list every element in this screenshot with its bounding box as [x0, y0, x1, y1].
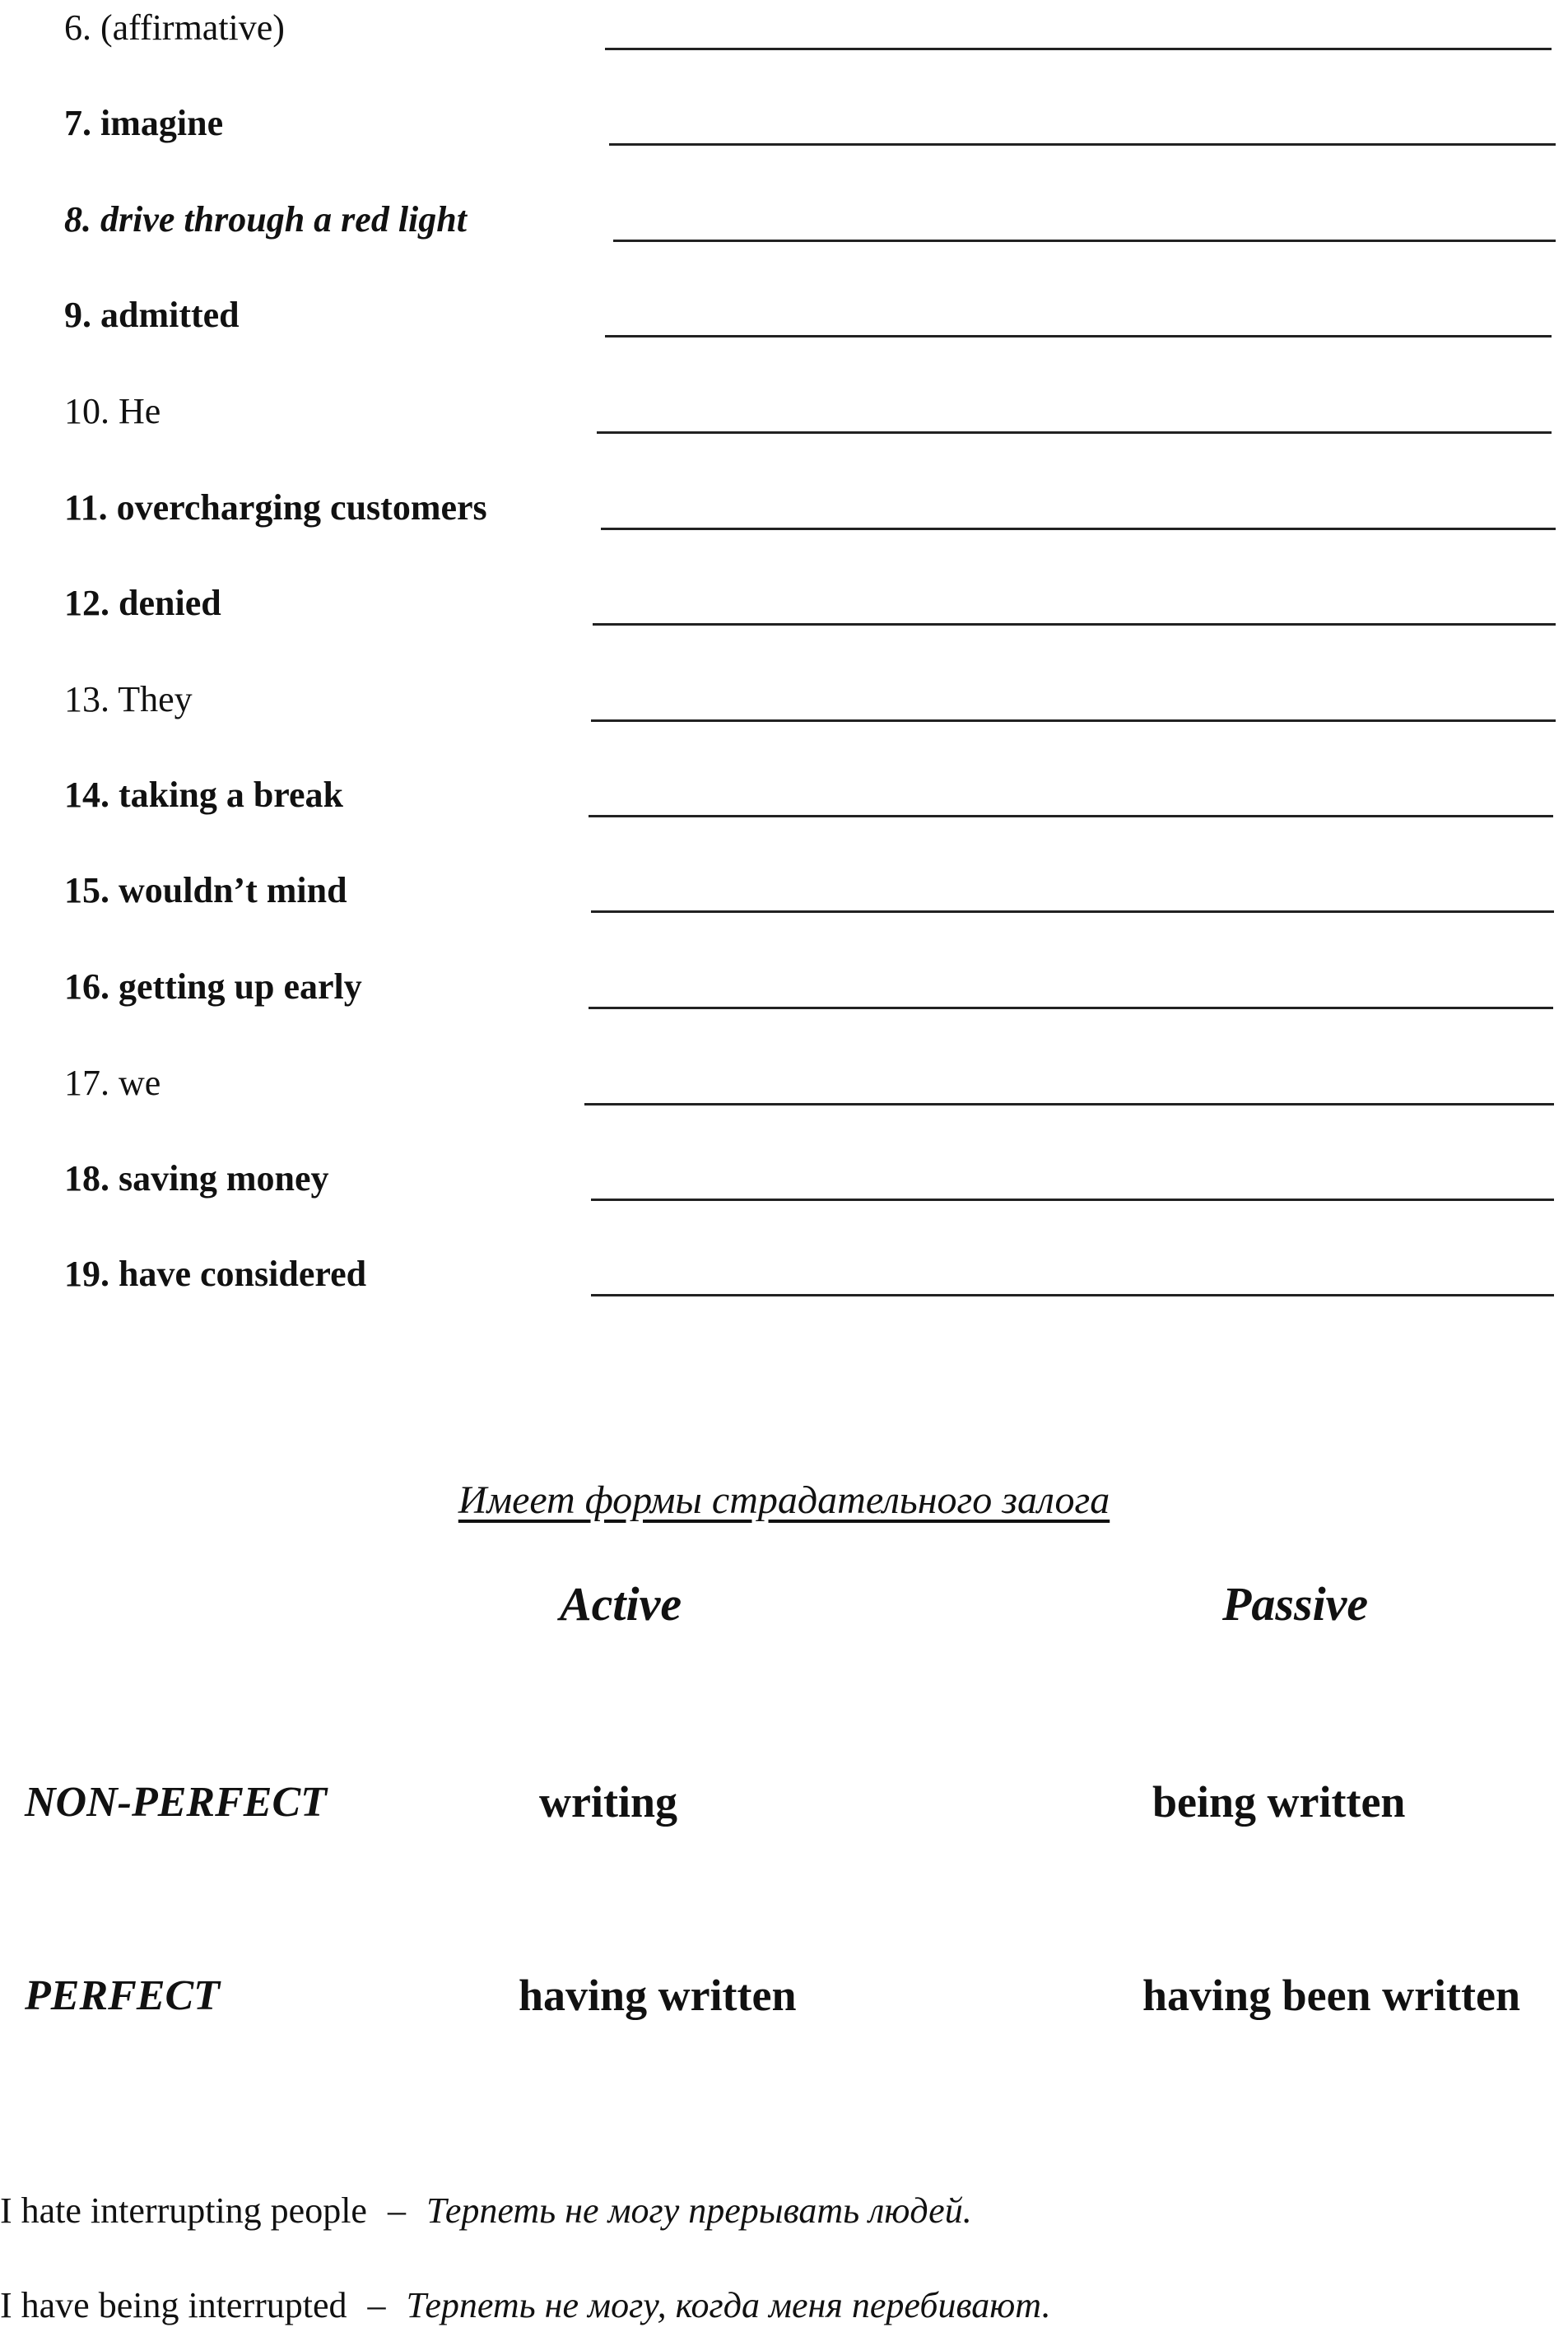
exercise-row-17	[0, 1055, 1568, 1113]
answer-line[interactable]	[609, 143, 1556, 146]
exercise-row-18	[0, 1151, 1568, 1208]
exercise-row-19	[0, 1246, 1568, 1304]
exercise-row-12	[0, 575, 1568, 633]
exercise-label: 13. They	[64, 679, 193, 719]
exercise-row-6	[0, 0, 1568, 58]
exercise-row-8	[0, 192, 1568, 249]
column-header-active: Active	[560, 1577, 682, 1631]
answer-line[interactable]	[591, 910, 1554, 913]
example-sentence-1	[0, 2190, 972, 2232]
answer-line[interactable]	[593, 623, 1556, 626]
cell-perfect-active: having written	[519, 1971, 797, 2020]
example-russian: Терпеть не могу прерывать людей.	[426, 2190, 972, 2231]
exercise-label: 9. admitted	[64, 295, 240, 335]
answer-line[interactable]	[591, 719, 1556, 722]
exercise-label: 8. drive through a red light	[64, 199, 467, 240]
example-english: I have being interrupted	[0, 2285, 347, 2325]
exercise-label: 15. wouldn’t mind	[64, 870, 347, 910]
exercise-label: 7. imagine	[64, 103, 224, 143]
row-label-non-perfect: NON-PERFECT	[25, 1779, 327, 1826]
exercise-label: 16. getting up early	[64, 966, 362, 1007]
cell-non-perfect-passive: being written	[1152, 1777, 1406, 1827]
example-russian: Терпеть не могу, когда меня перебивают.	[406, 2285, 1051, 2325]
exercise-label: 6. (affirmative)	[64, 7, 285, 48]
exercise-label: 12. denied	[64, 583, 221, 623]
cell-non-perfect-active: writing	[539, 1777, 677, 1827]
answer-line[interactable]	[589, 815, 1553, 817]
column-header-passive: Passive	[1222, 1577, 1369, 1631]
exercise-row-15	[0, 863, 1568, 920]
answer-line[interactable]	[591, 1199, 1554, 1201]
example-dash: –	[387, 2190, 406, 2231]
answer-line[interactable]	[605, 48, 1552, 50]
exercise-row-9	[0, 287, 1568, 345]
exercise-label: 10. He	[64, 391, 161, 431]
answer-line[interactable]	[597, 431, 1552, 434]
exercise-label: 11. overcharging customers	[64, 487, 487, 528]
answer-line[interactable]	[591, 1294, 1554, 1296]
answer-line[interactable]	[584, 1103, 1554, 1105]
exercise-label: 18. saving money	[64, 1158, 329, 1199]
cell-perfect-passive: having been written	[1142, 1971, 1520, 2020]
answer-line[interactable]	[601, 528, 1556, 530]
exercise-label: 17. we	[64, 1063, 161, 1103]
exercise-row-10	[0, 384, 1568, 441]
exercise-label: 14. taking a break	[64, 775, 344, 815]
exercise-label: 19. have considered	[64, 1254, 367, 1294]
exercise-row-11	[0, 480, 1568, 538]
exercise-row-7	[0, 95, 1568, 153]
exercise-row-16	[0, 959, 1568, 1017]
passive-forms-heading: Имеет формы страдательного залога	[458, 1478, 1110, 1522]
example-dash: –	[367, 2285, 386, 2325]
answer-line[interactable]	[589, 1007, 1553, 1009]
answer-line[interactable]	[613, 240, 1556, 242]
exercise-row-14	[0, 767, 1568, 825]
exercise-row-13	[0, 672, 1568, 729]
example-english: I hate interrupting people	[0, 2190, 367, 2231]
example-sentence-2	[0, 2284, 1051, 2326]
answer-line[interactable]	[605, 335, 1552, 337]
row-label-perfect: PERFECT	[25, 1972, 220, 2019]
